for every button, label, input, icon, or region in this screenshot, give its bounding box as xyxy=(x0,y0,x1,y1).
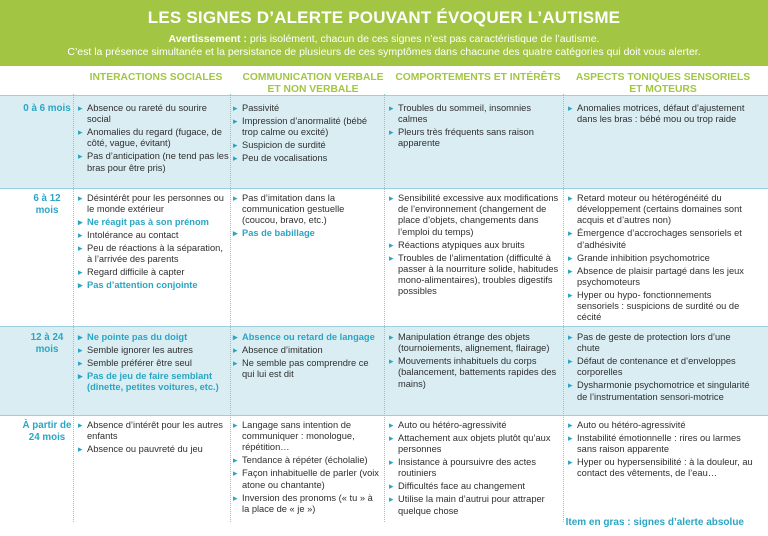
list-item: ▸ Tendance à répéter (écholalie) xyxy=(233,455,381,466)
list-item: ▸ Façon inhabituelle de parler (voix atone ou chantante) xyxy=(233,468,381,490)
column-divider xyxy=(384,94,385,522)
list-item: ▸ Instabilité émotionnelle : rires ou larmes sans raison apparente xyxy=(568,433,753,455)
list-item: ▸ Sensibilité excessive aux modifications de l’environnement (changement de place d’objets, changements dans l’emploi du temps) xyxy=(389,193,559,238)
column-header-social: INTERACTIONS SOCIALES xyxy=(89,72,223,83)
list-item: ▸ Pas d’anticipation (ne tend pas les bras pour être pris) xyxy=(78,151,230,173)
list-item: ▸ Désintérêt pour les personnes ou le monde extérieur xyxy=(78,193,230,215)
list-item: ▸ Absence d’imitation xyxy=(233,345,381,356)
list-item: ▸ Difficultés face au changement xyxy=(389,481,559,492)
list-item: ▸ Auto ou hétéro-agressivité xyxy=(389,420,559,431)
cell-behaviour xyxy=(389,420,559,519)
cell-sensory xyxy=(568,193,753,325)
list-item: ▸ Troubles du sommeil, insomnies calmes xyxy=(389,103,559,125)
column-header-sensory: ASPECTS TONIQUES SENSORIELS ET MOTEURS xyxy=(575,72,751,95)
cell-communication xyxy=(233,332,381,382)
list-item: ▸ Peu de vocalisations xyxy=(233,153,381,164)
column-divider xyxy=(563,94,564,522)
list-item: ▸ Ne pointe pas du doigt xyxy=(78,332,230,343)
list-item: ▸ Suspicion de surdité xyxy=(233,140,381,151)
list-item: ▸ Semble ignorer les autres xyxy=(78,345,230,356)
list-item: ▸ Ne semble pas comprendre ce qui lui est dit xyxy=(233,358,381,380)
column-divider xyxy=(230,94,231,522)
list-item: ▸ Pas d’attention conjointe xyxy=(78,280,230,291)
list-item: ▸ Dysharmonie psychomotrice et singularité de l’instrumentation sensori-motrice xyxy=(568,380,753,402)
column-divider xyxy=(73,94,74,522)
age-label: 6 à 12 mois xyxy=(33,193,61,216)
list-item: ▸ Émergence d’accrochages sensoriels et d’adhésivité xyxy=(568,228,753,250)
cell-communication xyxy=(233,103,381,166)
list-item: ▸ Anomalies du regard (fugace, de côté, vague, évitant) xyxy=(78,127,230,149)
age-label: À partir de 24 mois xyxy=(22,420,72,443)
list-item: ▸ Langage sans intention de communiquer : monologue, répétition… xyxy=(233,420,381,454)
list-item: ▸ Attachement aux objets plutôt qu’aux personnes xyxy=(389,433,559,455)
list-item: ▸ Pas de geste de protection lors d’une chute xyxy=(568,332,753,354)
list-item: ▸ Passivité xyxy=(233,103,381,114)
list-item: ▸ Manipulation étrange des objets (tournoiements, alignement, flairage) xyxy=(389,332,559,354)
cell-social xyxy=(78,103,230,176)
cell-communication xyxy=(233,193,381,241)
list-item: ▸ Absence d’intérêt pour les autres enfants xyxy=(78,420,230,442)
list-item: ▸ Pas de jeu de faire semblant (dînette, petites voitures, etc.) xyxy=(78,371,230,393)
list-item: ▸ Grande inhibition psychomotrice xyxy=(568,253,753,264)
title-banner xyxy=(0,0,768,66)
warning-label: Avertissement : xyxy=(168,33,247,45)
list-item: ▸ Mouvements inhabituels du corps (balancement, battements rapides des mains) xyxy=(389,356,559,390)
list-item: ▸ Absence ou rareté du sourire social xyxy=(78,103,230,125)
cell-social xyxy=(78,193,230,293)
list-item: ▸ Utilise la main d’autrui pour attraper quelque chose xyxy=(389,494,559,516)
list-item: ▸ Pas d’imitation dans la communication gestuelle (coucou, bravo, etc.) xyxy=(233,193,381,227)
age-label: 0 à 6 mois xyxy=(23,103,71,114)
list-item: ▸ Pleurs très fréquents sans raison apparente xyxy=(389,127,559,149)
list-item: ▸ Peu de réactions à la séparation, à l’arrivée des parents xyxy=(78,243,230,265)
age-label: 12 à 24 mois xyxy=(30,332,64,355)
list-item: ▸ Semble préférer être seul xyxy=(78,358,230,369)
cell-behaviour xyxy=(389,332,559,392)
page-title: LES SIGNES D’ALERTE POUVANT ÉVOQUER L’AUTISME xyxy=(147,8,621,27)
list-item: ▸ Insistance à poursuivre des actes routiniers xyxy=(389,457,559,479)
column-header-behaviour: COMPORTEMENTS ET INTÉRÊTS xyxy=(395,72,561,83)
list-item: ▸ Défaut de contenance et d’enveloppes corporelles xyxy=(568,356,753,378)
list-item: ▸ Auto ou hétéro-agressivité xyxy=(568,420,753,431)
list-item: ▸ Absence ou retard de langage xyxy=(233,332,381,343)
cell-sensory xyxy=(568,332,753,405)
list-item: ▸ Anomalies motrices, défaut d’ajustement dans les bras : bébé mou ou trop raide xyxy=(568,103,753,125)
list-item: ▸ Inversion des pronoms (« tu » à la place de « je ») xyxy=(233,493,381,515)
cell-behaviour xyxy=(389,193,559,299)
footnote: Item en gras : signes d’alerte absolue xyxy=(565,517,744,528)
list-item: ▸ Absence de plaisir partagé dans les jeux psychomoteurs xyxy=(568,266,753,288)
list-item: ▸ Regard difficile à capter xyxy=(78,267,230,278)
list-item: ▸ Ne réagit pas à son prénom xyxy=(78,217,230,228)
list-item: ▸ Intolérance au contact xyxy=(78,230,230,241)
list-item: ▸ Pas de babillage xyxy=(233,228,381,239)
cell-communication xyxy=(233,420,381,517)
warning-text xyxy=(20,33,748,59)
column-header-communication: COMMUNICATION VERBALE ET NON VERBALE xyxy=(242,72,384,95)
warning-line-1: pris isolément, chacun de ces signes n’est pas caractéristique de l’autisme. xyxy=(246,33,600,45)
list-item: ▸ Réactions atypiques aux bruits xyxy=(389,240,559,251)
list-item: ▸ Troubles de l’alimentation (difficulté à passer à la nourriture solide, habitudes mono-alimentaires), troubles digestifs possibles xyxy=(389,253,559,298)
cell-social xyxy=(78,420,230,457)
cell-sensory xyxy=(568,420,753,481)
list-item: ▸ Retard moteur ou hétérogénéité du développement (certains domaines sont acquis et d’autres non) xyxy=(568,193,753,227)
cell-social xyxy=(78,332,230,395)
list-item: ▸ Impression d’anormalité (bébé trop calme ou excité) xyxy=(233,116,381,138)
list-item: ▸ Absence ou pauvreté du jeu xyxy=(78,444,230,455)
cell-behaviour xyxy=(389,103,559,151)
cell-sensory xyxy=(568,103,753,127)
list-item: ▸ Hyper ou hypo- fonctionnements sensoriels : suspicions de surdité ou de cécité xyxy=(568,290,753,324)
list-item: ▸ Hyper ou hypersensibilité : à la douleur, au contact des vêtements, de l’eau… xyxy=(568,457,753,479)
warning-line-2: C’est la présence simultanée et la persistance de plusieurs de ces symptômes dans chacune des quatre catégories qui doit vous alerter. xyxy=(67,46,701,58)
